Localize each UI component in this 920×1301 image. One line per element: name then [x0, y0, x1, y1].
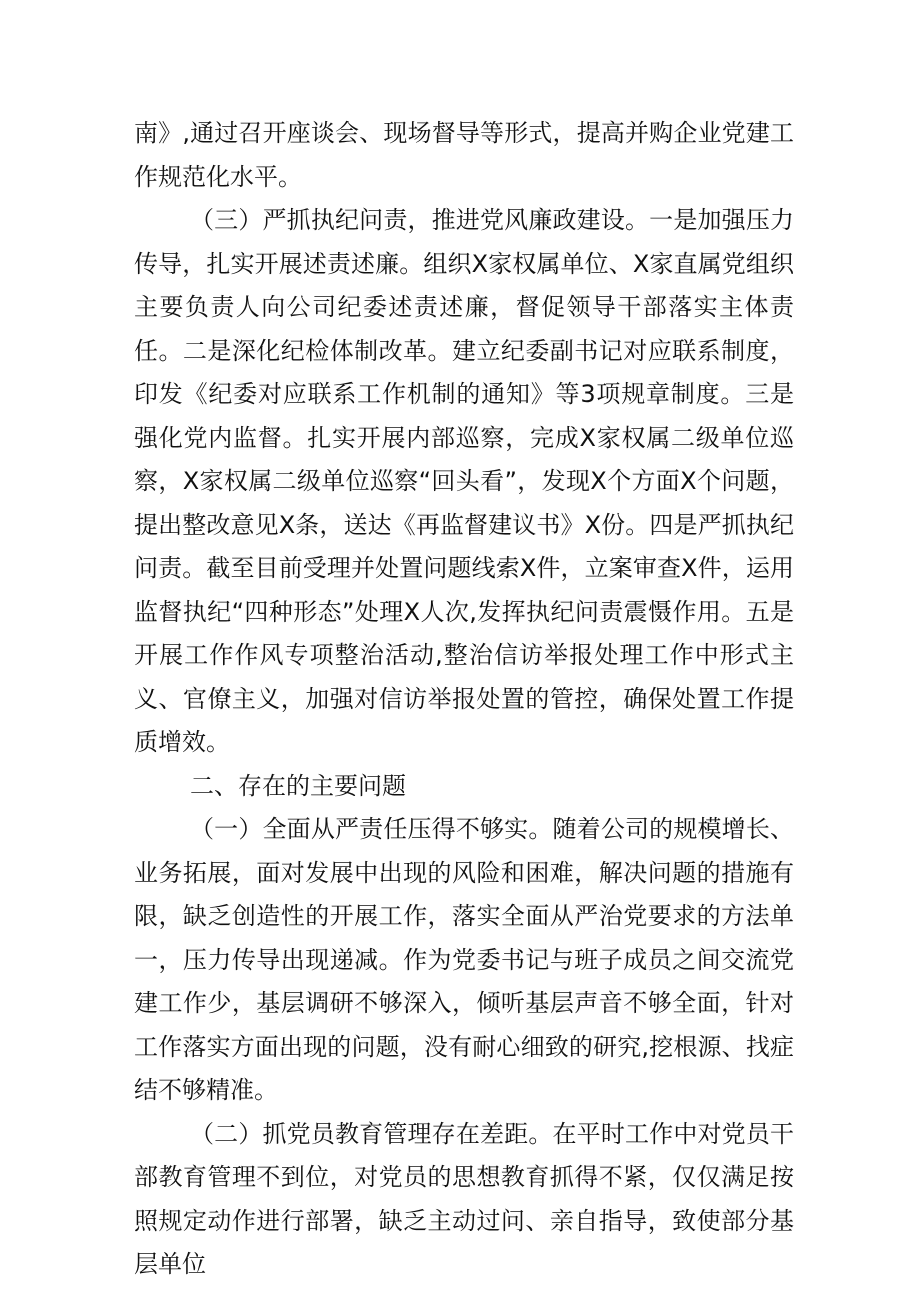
section-heading-problems: 二、存在的主要问题	[190, 771, 406, 800]
document-body	[134, 112, 794, 1287]
paragraph-problem-1: （一）全面从严责任压得不够实。随着公司的规模增长、业务拓展，面对发展中出现的风险和困难，解决问题的措施有限，缺乏创造性的开展工作，落实全面从严治党要求的方法单一，压力传导出现递减。作为党委书记与班子成员之间交流党建工作少，基层调研不够深入，倾听基层声音不够全面，针对工作落实方面出现的问题，没有耐心细致的研究,挖根源、找症结不够精准。	[134, 815, 794, 1104]
paragraph-section-3: （三）严抓执纪问责，推进党风廉政建设。一是加强压力传导，扎实开展述责述廉。组织X家权属单位、X家直属党组织主要负责人向公司纪委述责述廉，督促领导干部落实主体责任。二是深化纪检体制改革。建立纪委副书记对应联系制度，印发《纪委对应联系工作机制的通知》等3项规章制度。三是强化党内监督。扎实开展内部巡察，完成X家权属二级单位巡察，X家权属二级单位巡察“回头看”，发现X个方面X个问题，提出整改意见X条，送达《再监督建议书》X份。四是严抓执纪问责。截至目前受理并处置问题线索X件，立案审查X件，运用监督执纪“四种形态”处理X人次,发挥执纪问责震慑作用。五是开展工作作风专项整治活动,整治信访举报处理工作中形式主义、官僚主义，加强对信访举报处置的管控，确保处置工作提质增效。	[134, 206, 794, 756]
paragraph-problem-2: （二）抓党员教育管理存在差距。在平时工作中对党员干部教育管理不到位，对党员的思想教育抓得不紧，仅仅满足按照规定动作进行部署，缺乏主动过问、亲自指导，致使部分基层单位	[134, 1119, 794, 1278]
paragraph-continuation: 南》,通过召开座谈会、现场督导等形式，提高并购企业党建工作规范化水平。	[134, 119, 794, 191]
